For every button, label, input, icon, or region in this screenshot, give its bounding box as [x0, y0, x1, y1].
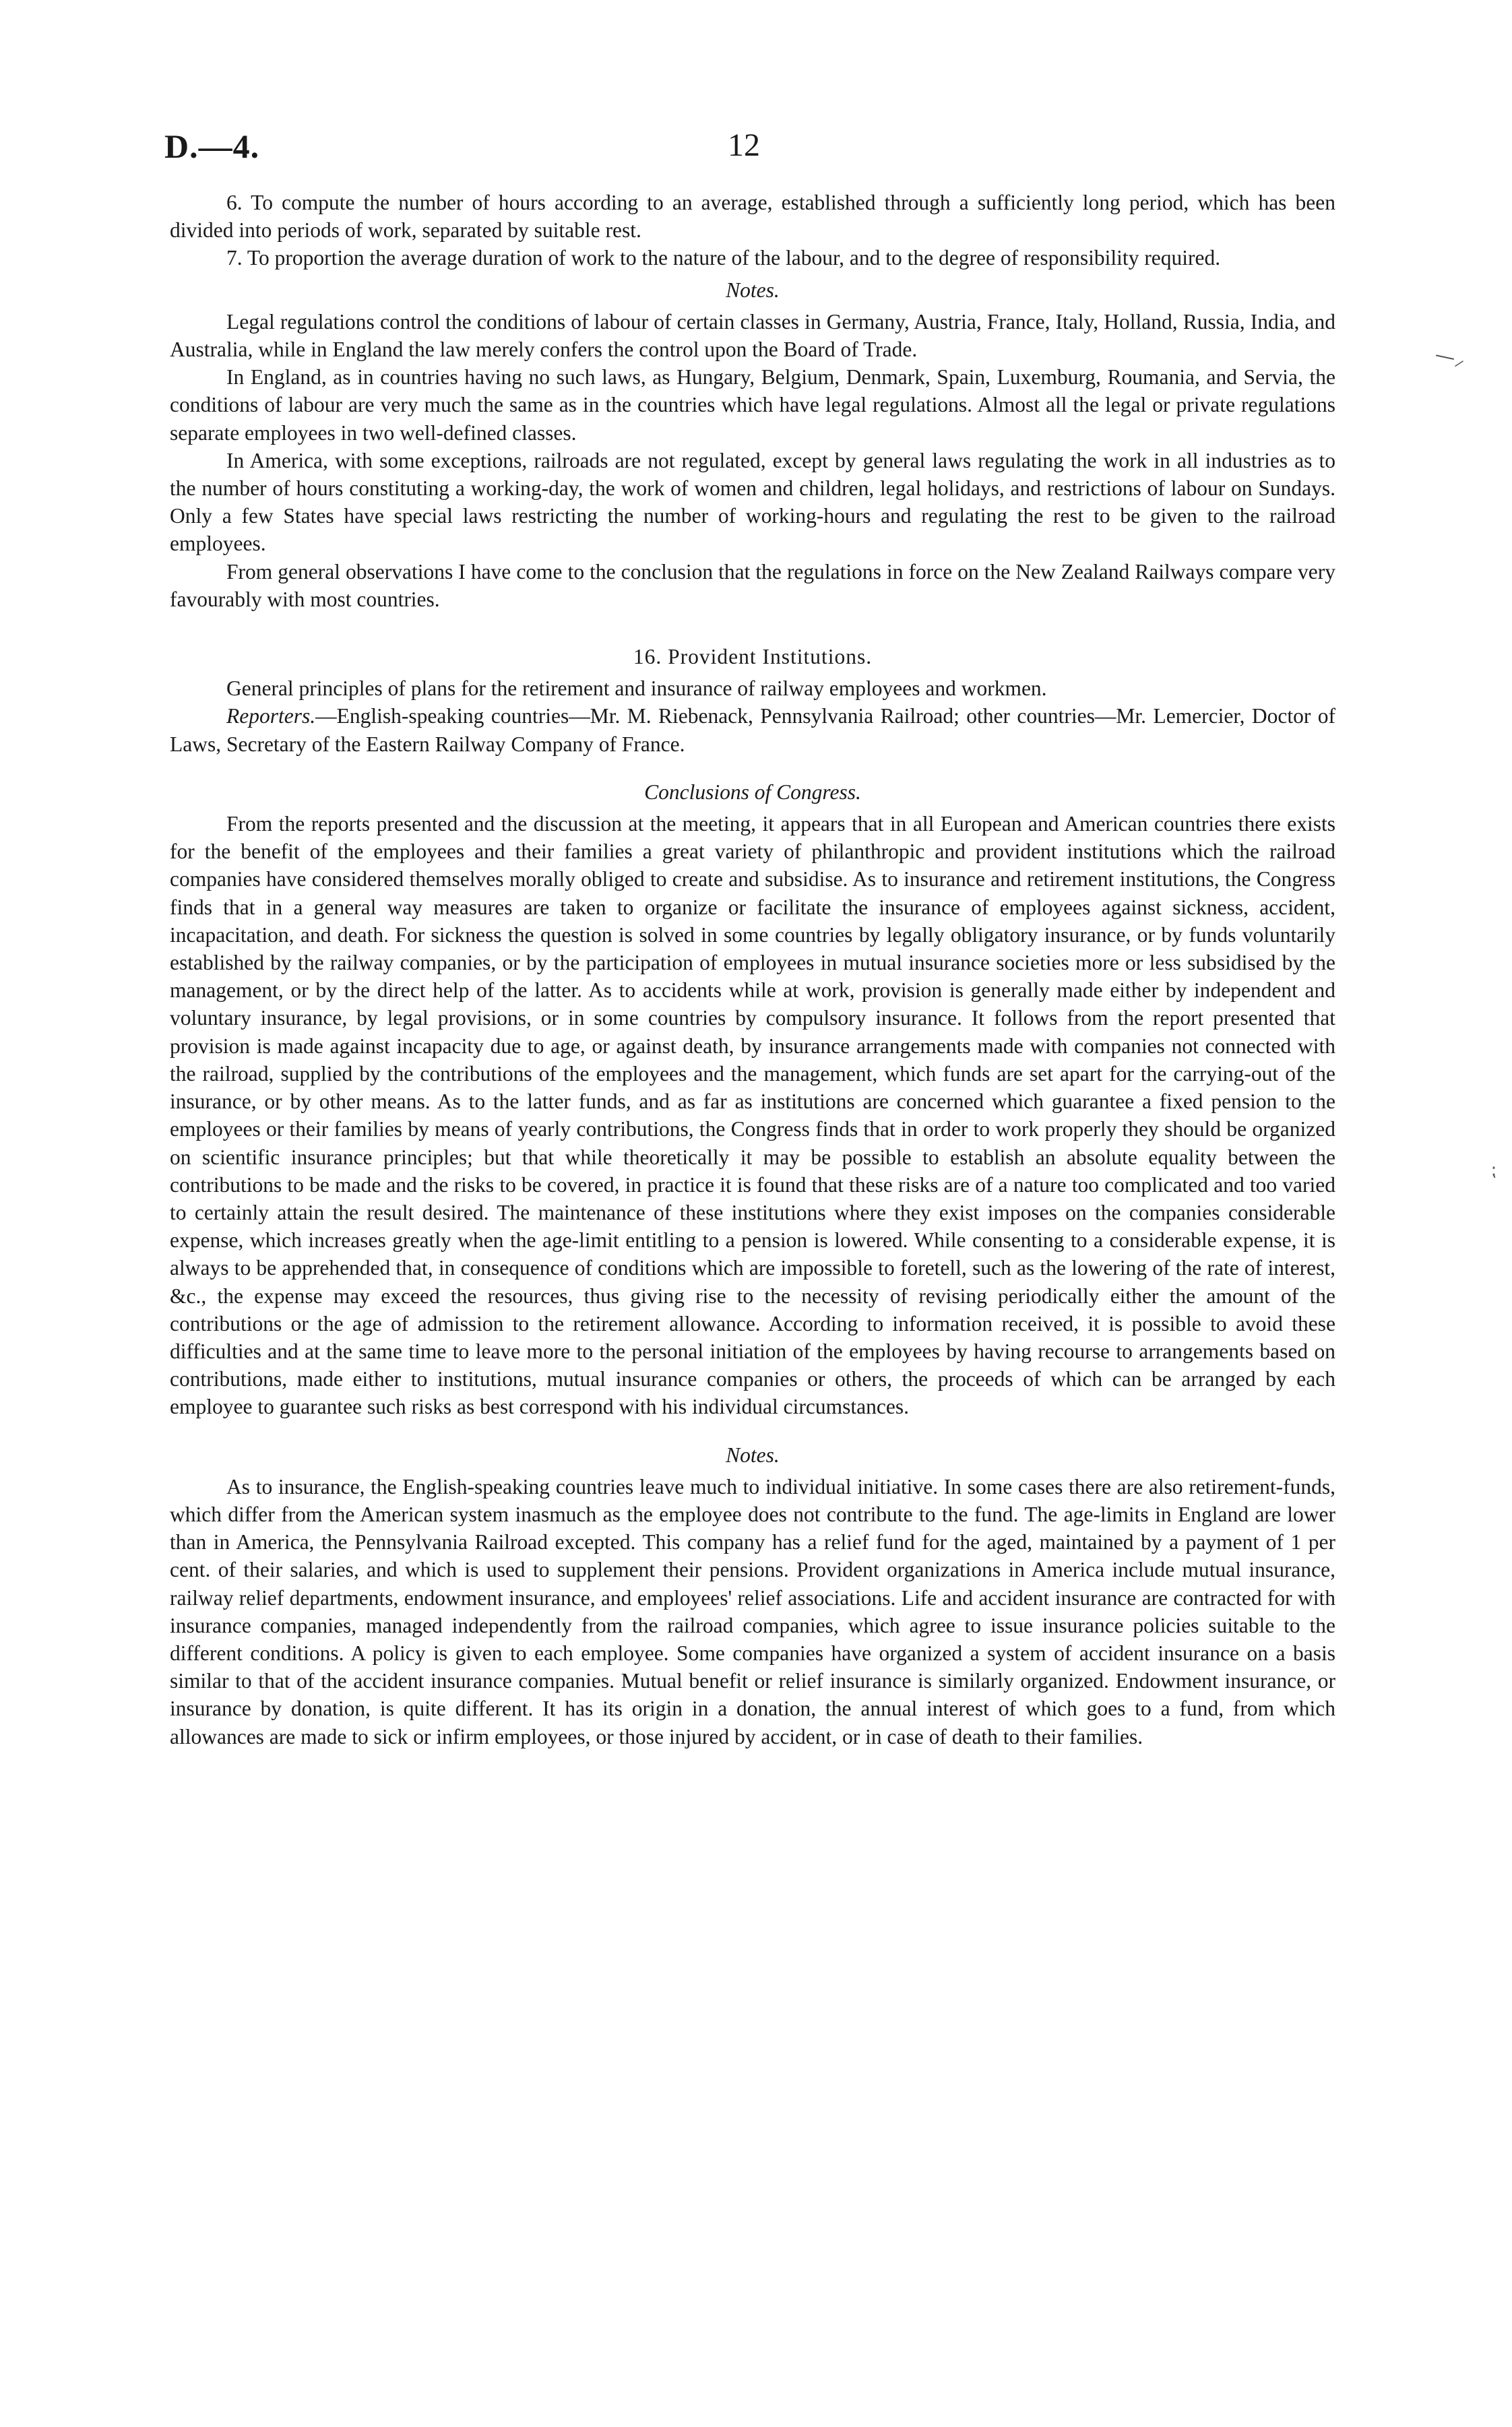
conclusions-paragraph: From the reports presented and the discussion at the meeting, it appears that in all European and American countries there exists for the benefit of the employees and their families a great variety of philanthropic and provident institutions which the railroad companies have considered themselves morally obliged to create and subsidise. As to insurance and retirement institutions, the Congress finds that in a general way measures are taken to organize or facilitate the insurance of employees against sickness, accident, incapacitation, and death. For sickness the question is solved in some countries by legally obligatory insurance, or by funds voluntarily established by the railway companies, or by the participation of employees in mutual insurance societies more or less subsidised by the management, or by the direct help of the latter. As to accidents while at work, provision is generally made either by independent and voluntary insurance, by legal provisions, or in some countries by compulsory insurance. It follows from the report presented that provision is made against incapacity due to age, or against death, by insurance arrangements made with companies not connected with the railroad, supplied by the contributions of the employees and the management, which funds are set apart for the carrying-out of the insurance, or by other means. As to the latter funds, and as far as institutions are concerned which guarantee a fixed pension to the employees or their families by means of yearly contributions, the Congress finds that in order to work properly they should be organized on scientific insurance principles; but that while theoretically it may be possible to establish an absolute equality between the contributions to be made and the risks to be covered, in practice it is found that these risks are of a nature too complicated and too varied to certainly attain the result desired. The maintenance of these institutions where they exist imposes on the companies considerable expense, which increases greatly when the age-limit entitling to a pension is lowered. While consenting to a considerable expense, it is always to be apprehended that, in consequence of conditions which are impossible to foretell, such as the lowering of the rate of interest, &c., the expense may exceed the resources, thus giving rise to the necessity of revising periodically either the amount of the contributions or the age of admission to the retirement allowance. According to information received, it is possible to avoid these difficulties and at the same time to leave more to the personal initiation of the employees by having recourse to arrangements based on contributions, made either to institutions, mutual insurance companies or others, the proceeds of which can be arranged by each employee to guarantee such risks as best correspond with his individual circumstances. [170, 812, 1335, 1419]
notes-heading: Notes. [726, 1443, 780, 1467]
margin-tick-icon: ⁏ [1490, 1160, 1497, 1180]
reporters-label: Reporters. [226, 704, 316, 728]
document-reference: D.—4. [164, 127, 260, 165]
section-intro: General principles of plans for the retirement and insurance of railway employees and workmen. [226, 676, 1047, 701]
notes-heading: Notes. [726, 278, 780, 302]
notes-paragraph: From general observations I have come to the conclusion that the regulations in force on the New Zealand Railways compare very favourably with most countries. [170, 559, 1335, 611]
list-item: 6. To compute the number of hours according to an average, established through a sufficiently long period, which has been divided into periods of work, separated by suitable rest. [170, 191, 1335, 243]
conclusions-heading: Conclusions of Congress. [644, 780, 861, 804]
document-body [170, 189, 1335, 1751]
notes-paragraph: As to insurance, the English-speaking countries leave much to individual initiative. In some cases there are also retirement-funds, which differ from the American system inasmuch as the employee does not contribute to the fund. The age-limits in England are lower than in America, the Pennsylvania Railroad excepted. This company has a relief fund for the aged, maintained by a payment of 1 per cent. of their salaries, and which is used to supplement their pensions. Provident organizations in America include mutual insurance, railway relief departments, endowment insurance, and employees' relief associations. Life and accident insurance are contracted for with insurance companies, managed independently from the railroad companies, which agree to issue insurance policies suitable to the different conditions. A policy is given to each employee. Some companies have organized a system of accident insurance on a basis similar to that of the accident insurance companies. Mutual benefit or relief insurance is similarly organized. Endowment insurance, or insurance by donation, is quite different. It has its origin in a donation, the annual interest of which goes to a fund, from which allowances are made to sick or infirm employees, or those injured by accident, or in case of death to their families. [170, 1474, 1335, 1748]
page-number: 12 [728, 127, 760, 163]
reporters-text: —English-speaking countries—Mr. M. Riebenack, Pennsylvania Railroad; other countries—Mr. Lemercier, Doctor of Laws, Secretary of the Eastern Railway Company of France. [170, 704, 1335, 756]
section-reporters [170, 702, 1335, 757]
notes-paragraph: In England, as in countries having no such laws, as Hungary, Belgium, Denmark, Spain, Luxemburg, Roumania, and Servia, the conditions of labour are very much the same as in the countries which have legal regulations. Almost all the legal or private regulations separate employees in two well-defined classes. [170, 365, 1335, 445]
notes-paragraph: In America, with some exceptions, railroads are not regulated, except by general laws regulating the work in all industries as to the number of hours constituting a working-day, the work of women and children, legal holidays, and restrictions of labour on Sundays. Only a few States have special laws restricting the number of working-hours and regulating the rest to be given to the railroad employees. [170, 448, 1335, 556]
margin-mark-icon: —⸝ [1432, 342, 1468, 373]
notes-paragraph: Legal regulations control the conditions of labour of certain classes in Germany, Austria, France, Italy, Holland, Russia, India, and Australia, while in England the law merely confers the control upon the Board of Trade. [170, 309, 1335, 362]
section-heading: 16. Provident Institutions. [633, 645, 873, 669]
list-item: 7. To proportion the average duration of work to the nature of the labour, and to the degree of responsibility required. [226, 246, 1221, 270]
